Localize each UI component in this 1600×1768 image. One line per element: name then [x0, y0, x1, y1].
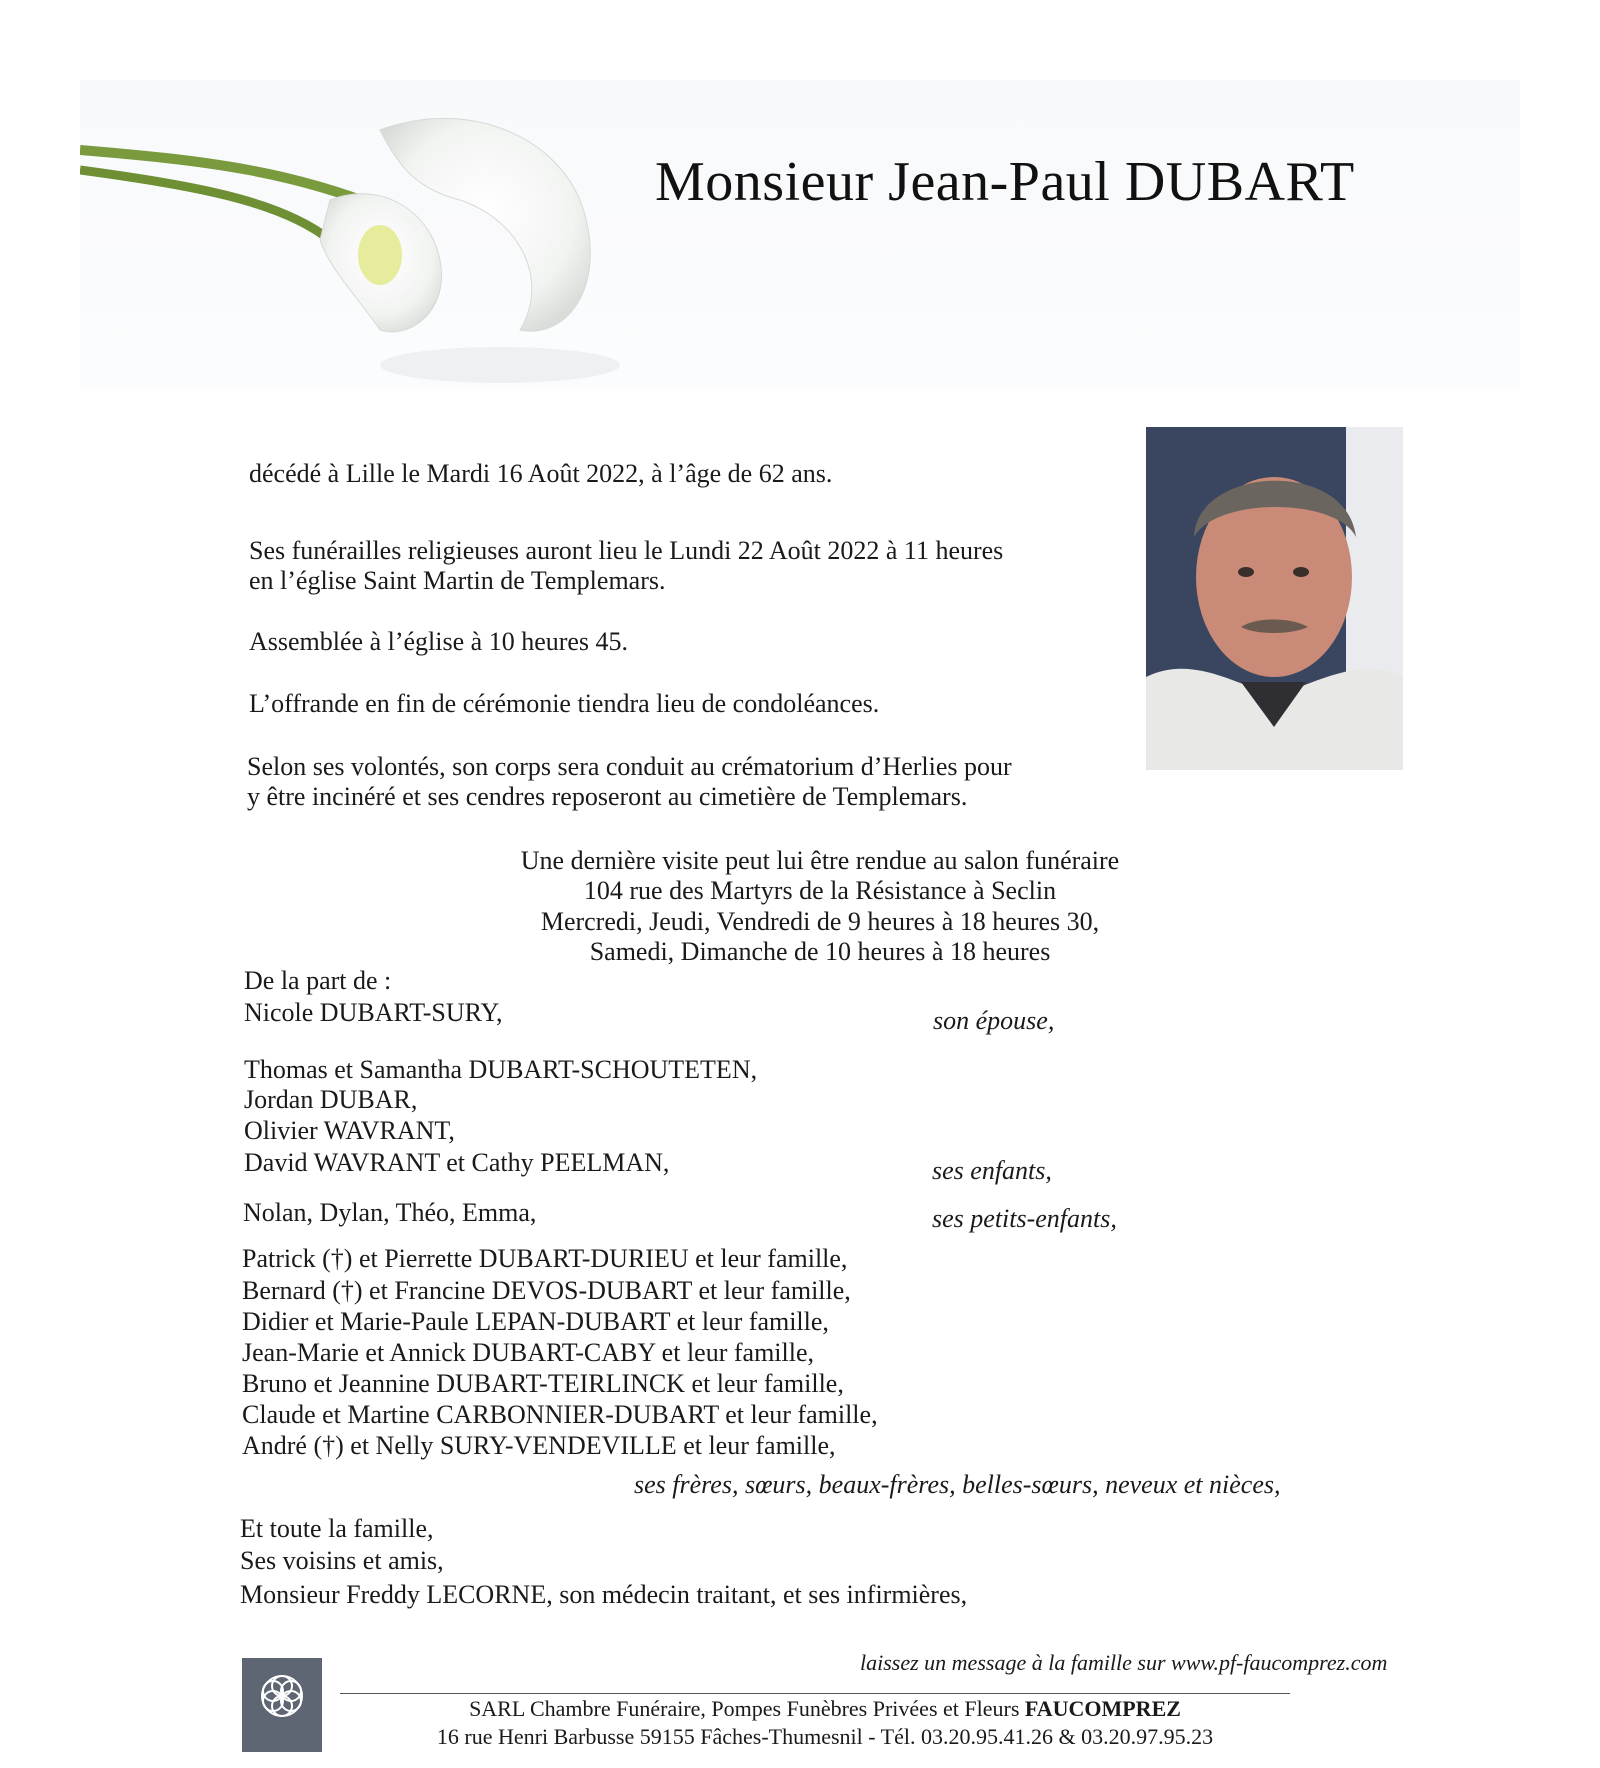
footer-divider [340, 1693, 1290, 1694]
sibling-entry: Claude et Martine CARBONNIER-DUBART et leur famille, [242, 1400, 878, 1429]
sibling-entry: Bruno et Jeannine DUBART-TEIRLINCK et leur famille, [242, 1369, 844, 1398]
sibling-entry: André (†) et Nelly SURY-VENDEVILLE et leur famille, [242, 1431, 836, 1460]
sibling-entry: Patrick (†) et Pierrette DUBART-DURIEU et leur famille, [242, 1244, 848, 1273]
spouse-name: Nicole DUBART-SURY, [244, 998, 503, 1027]
spouse-relation: son épouse, [933, 1006, 1055, 1035]
visit-line-2: 104 rue des Martyrs de la Résistance à Seclin [583, 876, 1057, 905]
company-line [380, 1696, 1270, 1722]
siblings-relation: ses frères, sœurs, beaux-frères, belles-sœurs, neveux et nièces, [634, 1470, 1281, 1499]
wishes-line-1: Selon ses volontés, son corps sera conduit au crématorium d’Herlies pour [247, 752, 1012, 781]
message-link[interactable]: laissez un message à la famille sur www.pf-faucomprez.com [860, 1650, 1388, 1675]
assembly-time: Assemblée à l’église à 10 heures 45. [249, 627, 629, 656]
calla-lily-icon [80, 110, 640, 390]
portrait-photo [1146, 427, 1403, 770]
death-notice: décédé à Lille le Mardi 16 Août 2022, à l’âge de 62 ans. [249, 459, 833, 488]
closing-line: Et toute la famille, [240, 1514, 434, 1543]
company-name: FAUCOMPREZ [1024, 1696, 1181, 1721]
child-name: Olivier WAVRANT, [244, 1116, 455, 1145]
page-title: Monsieur Jean-Paul DUBART [655, 151, 1355, 213]
children-relation: ses enfants, [932, 1156, 1052, 1185]
company-prefix: SARL Chambre Funéraire, Pompes Funèbres Privées et Fleurs [469, 1696, 1020, 1721]
grandchildren-relation: ses petits-enfants, [932, 1204, 1117, 1233]
closing-line: Ses voisins et amis, [240, 1546, 444, 1575]
funeral-line-1: Ses funérailles religieuses auront lieu le Lundi 22 Août 2022 à 11 heures [249, 536, 1004, 565]
family-intro: De la part de : [244, 966, 392, 995]
visit-line-1: Une dernière visite peut lui être rendue au salon funéraire [520, 846, 1120, 875]
funeral-line-2: en l’église Saint Martin de Templemars. [249, 566, 666, 595]
visit-line-4: Samedi, Dimanche de 10 heures à 18 heures [589, 937, 1051, 966]
visit-line-3: Mercredi, Jeudi, Vendredi de 9 heures à 18 heures 30, [540, 907, 1100, 936]
child-name: Thomas et Samantha DUBART-SCHOUTETEN, [244, 1055, 758, 1084]
child-name: David WAVRANT et Cathy PEELMAN, [244, 1148, 670, 1177]
closing-line: Monsieur Freddy LECORNE, son médecin traitant, et ses infirmières, [240, 1580, 968, 1609]
offering-note: L’offrande en fin de cérémonie tiendra lieu de condoléances. [249, 689, 880, 718]
sibling-entry: Didier et Marie-Paule LEPAN-DUBART et leur famille, [242, 1307, 829, 1336]
sibling-entry: Jean-Marie et Annick DUBART-CABY et leur famille, [242, 1338, 814, 1367]
funeral-home-logo [242, 1658, 322, 1752]
rosette-icon [242, 1658, 322, 1752]
portrait-image [1146, 427, 1403, 770]
company-address: 16 rue Henri Barbusse 59155 Fâches-Thumesnil - Tél. 03.20.95.41.26 & 03.20.97.95.23 [436, 1724, 1214, 1749]
wishes-line-2: y être incinéré et ses cendres reposeront au cimetière de Templemars. [247, 782, 968, 811]
grandchildren-names: Nolan, Dylan, Théo, Emma, [243, 1198, 537, 1227]
child-name: Jordan DUBAR, [244, 1085, 418, 1114]
sibling-entry: Bernard (†) et Francine DEVOS-DUBART et leur famille, [242, 1276, 851, 1305]
